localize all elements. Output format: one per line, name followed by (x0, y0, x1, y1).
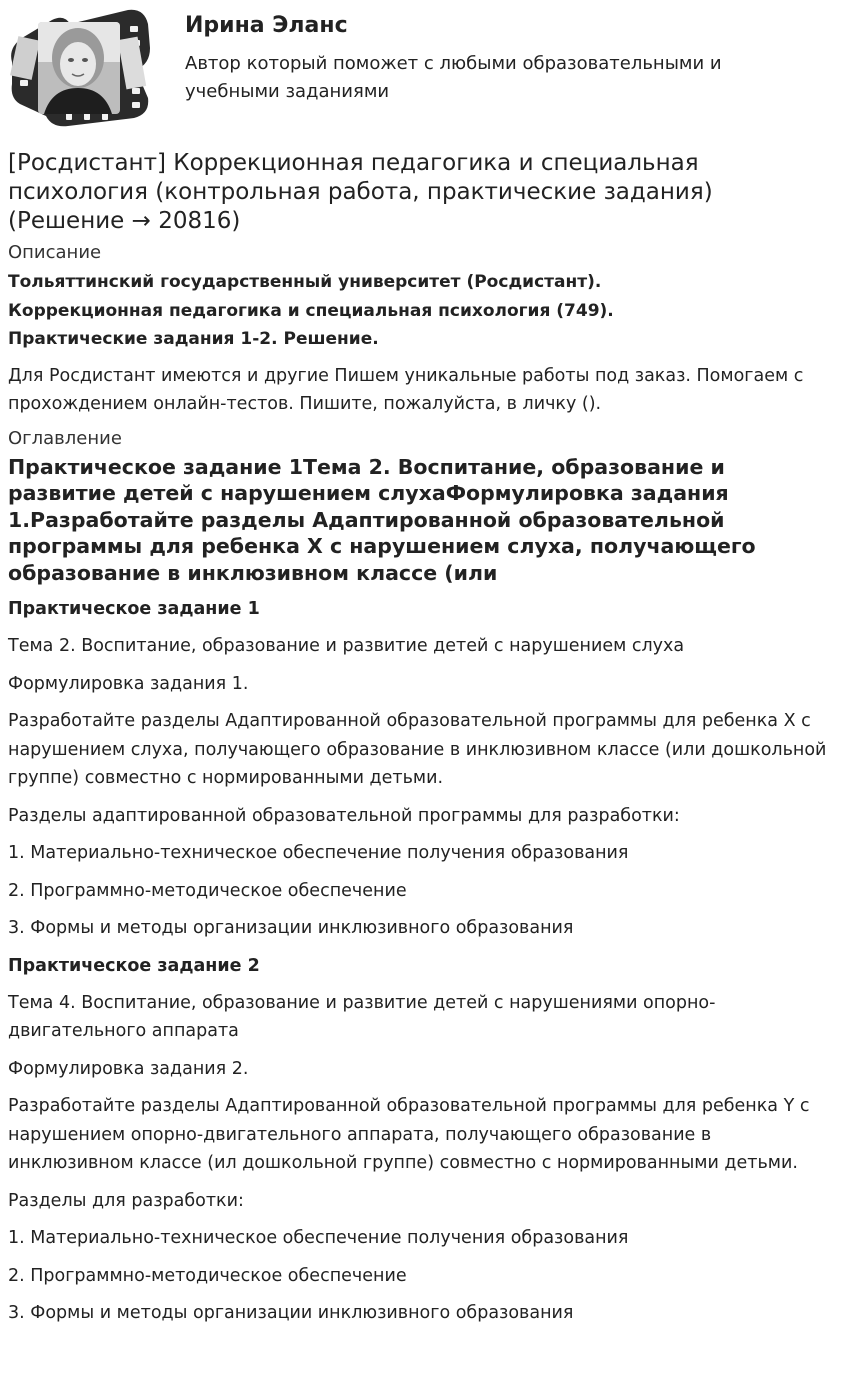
description-bold (8, 268, 828, 354)
task2-sections-intro: Разделы для разработки: (8, 1190, 244, 1211)
task2-body: Разработайте разделы Адаптированной образовательной программы для ребенка Y с нарушением опорно-двигательного аппарата, получающего образование в инклюзивном классе (ил дошкольной группе) совместно с нормированными детьми. (8, 1096, 810, 1173)
task1-heading: Практическое задание 1 (8, 599, 260, 619)
author-description: Автор который поможет с любыми образовательными и учебными заданиями (185, 53, 722, 102)
task1-sections-intro: Разделы адаптированной образовательной программы для разработки: (8, 805, 680, 826)
task2-topic: Тема 4. Воспитание, образование и развитие детей с нарушениями опорно-двигательного аппарата (8, 992, 716, 1041)
task2-item: 3. Формы и методы организации инклюзивного образования (8, 1303, 574, 1323)
avatar[interactable] (8, 8, 150, 128)
task2-heading: Практическое задание 2 (8, 955, 260, 976)
description-line: Тольяттинский государственный университет (Росдистант). (8, 272, 602, 292)
task1-body: Разработайте разделы Адаптированной образовательной программы для ребенка Х с нарушением слуха, получающего образование в инклюзивном классе (или дошкольной группе) совместно с нормированными детьми. (8, 711, 827, 788)
task1-formulation: Формулировка задания 1. (8, 673, 249, 694)
author-name[interactable]: Ирина Эланс (185, 13, 348, 38)
task1-topic: Тема 2. Воспитание, образование и развитие детей с нарушением слуха (8, 636, 685, 656)
work-content (8, 149, 828, 1337)
film-frame-avatar-icon (8, 8, 150, 128)
task2-item: 2. Программно-методическое обеспечение (8, 1265, 407, 1286)
author-header (0, 0, 847, 135)
page-title: [Росдистант] Коррекционная педагогика и специальная психология (контрольная работа, практические задания) (Решение → 20816) (8, 150, 713, 234)
task2-formulation: Формулировка задания 2. (8, 1058, 249, 1079)
description-label: Описание (8, 242, 102, 263)
description-line: Коррекционная педагогика и специальная психология (749). (8, 300, 614, 321)
toc-label: Оглавление (8, 427, 122, 449)
description-line: Практические задания 1-2. Решение. (8, 329, 379, 349)
task1-item: 3. Формы и методы организации инклюзивного образования (8, 918, 574, 938)
task1-item: 2. Программно-методическое обеспечение (8, 880, 407, 901)
task1-item: 1. Материально-техническое обеспечение получения образования (8, 843, 629, 863)
toc-title: Практическое задание 1Тема 2. Воспитание, образование и развитие детей с нарушением слухаФормулировка задания 1.Разработайте разделы Адаптированной образовательной программы для ребенка Х с нарушением слуха, получающего образование в инклюзивном классе (или (8, 454, 756, 585)
task2-item: 1. Материально-техническое обеспечение получения образования (8, 1228, 629, 1248)
description-text: Для Росдистант имеются и другие Пишем уникальные работы под заказ. Помогаем с прохождением онлайн-тестов. Пишите, пожалуйста, в личку (). (8, 365, 804, 414)
